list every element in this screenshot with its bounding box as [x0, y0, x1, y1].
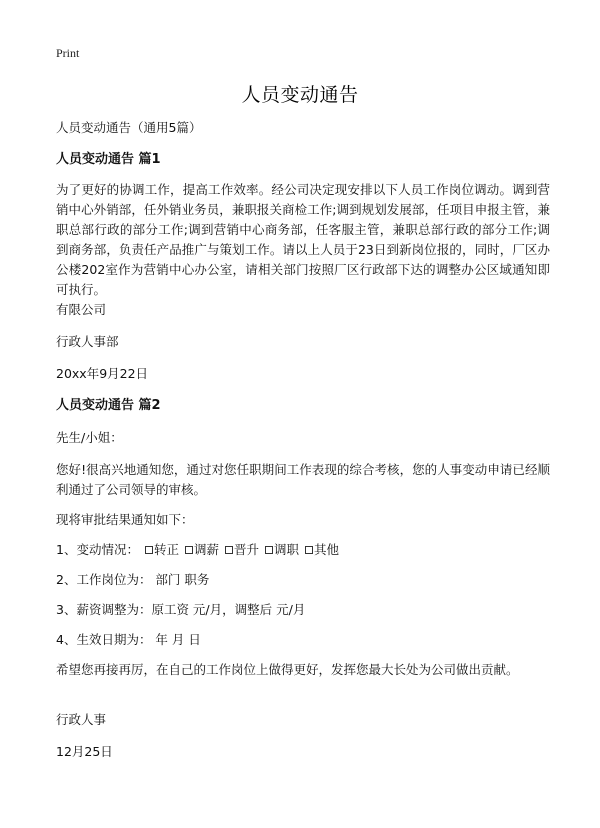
checkbox-icon	[185, 546, 193, 554]
document-title: 人员变动通告	[241, 84, 359, 106]
option-tiaozhi: 调职	[263, 542, 299, 557]
section1-body: 为了更好的协调工作，提高工作效率。经公司决定现安排以下人员工作岗位调动。调到营销中心外销部，任外销业务员，兼职报关商检工作;调到规划发展部，任项目申报主管，兼职总部行政的部分工作;调到营销中心商务部，任客服主管，兼职总部行政的部分工作;调到商务部，负责任产品推广与策划工作。请以上人员于23日到新岗位报的，同时，厂区办公楼202室作为营销中心办公室，请相关部门按照厂区行政部下达的调整办公区域通知即可执行。	[56, 182, 550, 297]
section2-item3: 3、薪资调整为：原工资 元/月，调整后 元/月	[56, 602, 306, 617]
section2-heading: 人员变动通告 篇2	[56, 398, 161, 413]
section2-salutation: 先生/小姐：	[56, 430, 123, 445]
section1-date: 20xx年9月22日	[56, 366, 149, 381]
section2-item4: 4、生效日期为： 年 月 日	[56, 632, 201, 647]
checkbox-icon	[225, 546, 233, 554]
option-zhuanzheng: 转正	[143, 542, 179, 557]
checkbox-icon	[305, 546, 313, 554]
section2-item2: 2、工作岗位为： 部门 职务	[56, 572, 210, 587]
section2-item1	[56, 540, 550, 560]
section2-date: 12月25日	[56, 744, 113, 759]
print-label: Print	[56, 46, 80, 60]
section1-heading: 人员变动通告 篇1	[56, 152, 161, 167]
intro-line: 人员变动通告（通用5篇）	[56, 120, 202, 135]
option-tiaoxin: 调薪	[183, 542, 219, 557]
section2-result-intro: 现将审批结果通知如下：	[56, 512, 194, 527]
section2-signature: 行政人事	[56, 712, 107, 727]
checkbox-icon	[145, 546, 153, 554]
section2-body: 您好!很高兴地通知您，通过对您任职期间工作表现的综合考核，您的人事变动申请已经顺利通过了公司领导的审核。	[56, 462, 550, 497]
checkbox-icon	[265, 546, 273, 554]
item1-label: 1、变动情况：	[56, 542, 139, 557]
option-jinsheng: 晋升	[223, 542, 259, 557]
option-qita: 其他	[303, 542, 339, 557]
section1-company: 有限公司	[56, 302, 107, 317]
section1-department: 行政人事部	[56, 334, 119, 349]
section2-closing: 希望您再接再厉，在自己的工作岗位上做得更好，发挥您最大长处为公司做出贡献。	[56, 662, 519, 677]
